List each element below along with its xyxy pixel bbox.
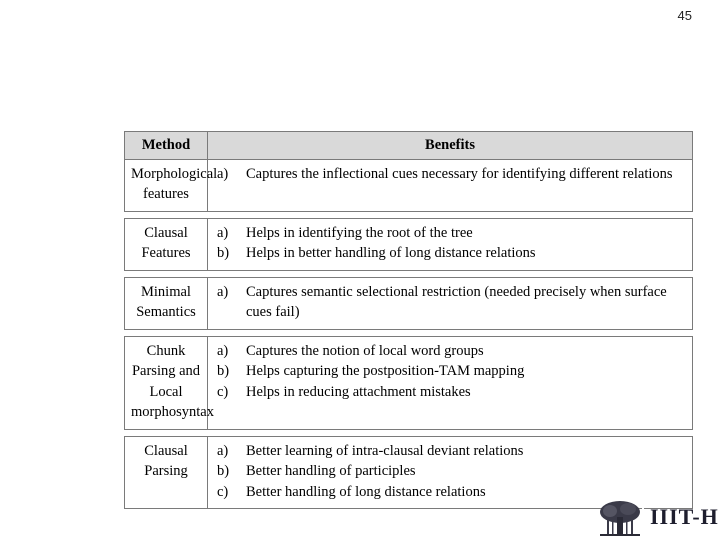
benefit-list	[214, 164, 686, 185]
method-cell: Chunk Parsing and Local morphosyntax	[125, 336, 208, 429]
benefit-marker: a)	[217, 442, 229, 459]
benefit-item	[214, 461, 686, 482]
banyan-tree-icon	[598, 499, 642, 537]
benefit-item	[214, 164, 686, 185]
benefit-item	[214, 341, 686, 362]
method-cell: Minimal Semantics	[125, 277, 208, 329]
logo-separator	[642, 501, 644, 533]
benefit-item	[214, 382, 686, 403]
benefit-list	[214, 341, 686, 403]
benefit-text: Helps capturing the postposition-TAM mapping	[246, 363, 525, 379]
row-spacer	[125, 429, 693, 436]
benefit-item	[214, 361, 686, 382]
benefit-text: Captures the notion of local word groups	[246, 342, 484, 359]
benefit-marker: a)	[217, 165, 229, 182]
table-header-row	[125, 132, 693, 160]
row-spacer	[125, 329, 693, 336]
row-spacer	[125, 211, 693, 218]
benefit-item	[214, 282, 686, 323]
benefit-item	[214, 223, 686, 244]
benefit-marker: c)	[217, 483, 229, 500]
benefit-item	[214, 243, 686, 264]
benefit-text: Helps in reducing attachment mistakes	[246, 383, 471, 400]
method-cell: Clausal Features	[125, 218, 208, 270]
benefit-marker: b)	[217, 463, 230, 479]
benefits-column-header: Benefits	[208, 132, 693, 160]
method-column-header: Method	[125, 132, 208, 160]
benefit-marker: c)	[217, 383, 229, 400]
benefit-text: Captures the inflectional cues necessary for identifying different relations	[246, 165, 673, 182]
benefit-text: Helps in better handling of long distance relations	[246, 245, 536, 261]
row-spacer	[125, 270, 693, 277]
benefits-cell	[208, 159, 693, 211]
benefit-text: Better handling of long distance relations	[246, 483, 486, 500]
benefit-marker: b)	[217, 363, 230, 379]
benefit-text: Captures semantic selectional restriction (needed precisely when surface cues fail)	[246, 283, 667, 320]
benefit-marker: b)	[217, 245, 230, 261]
benefit-list	[214, 441, 686, 503]
method-cell: Morphological features	[125, 159, 208, 211]
benefit-text: Helps in identifying the root of the tree	[246, 224, 473, 241]
benefit-marker: a)	[217, 342, 229, 359]
benefit-marker: a)	[217, 283, 229, 300]
benefit-text: Better handling of participles	[246, 463, 416, 479]
table-row	[125, 159, 693, 211]
benefit-list	[214, 282, 686, 323]
method-cell: Clausal Parsing	[125, 436, 208, 509]
methods-benefits-table	[124, 131, 693, 509]
table-row	[125, 336, 693, 429]
benefit-list	[214, 223, 686, 264]
logo-text: IIIT-H	[650, 504, 719, 529]
benefit-text: Better learning of intra-clausal deviant relations	[246, 442, 524, 459]
benefits-cell	[208, 277, 693, 329]
benefit-item	[214, 441, 686, 462]
table-row	[125, 218, 693, 270]
iiit-h-logo	[592, 495, 720, 540]
benefits-cell	[208, 218, 693, 270]
table-row	[125, 277, 693, 329]
page-number: 45	[677, 8, 692, 23]
benefit-marker: a)	[217, 224, 229, 241]
benefits-cell	[208, 336, 693, 429]
